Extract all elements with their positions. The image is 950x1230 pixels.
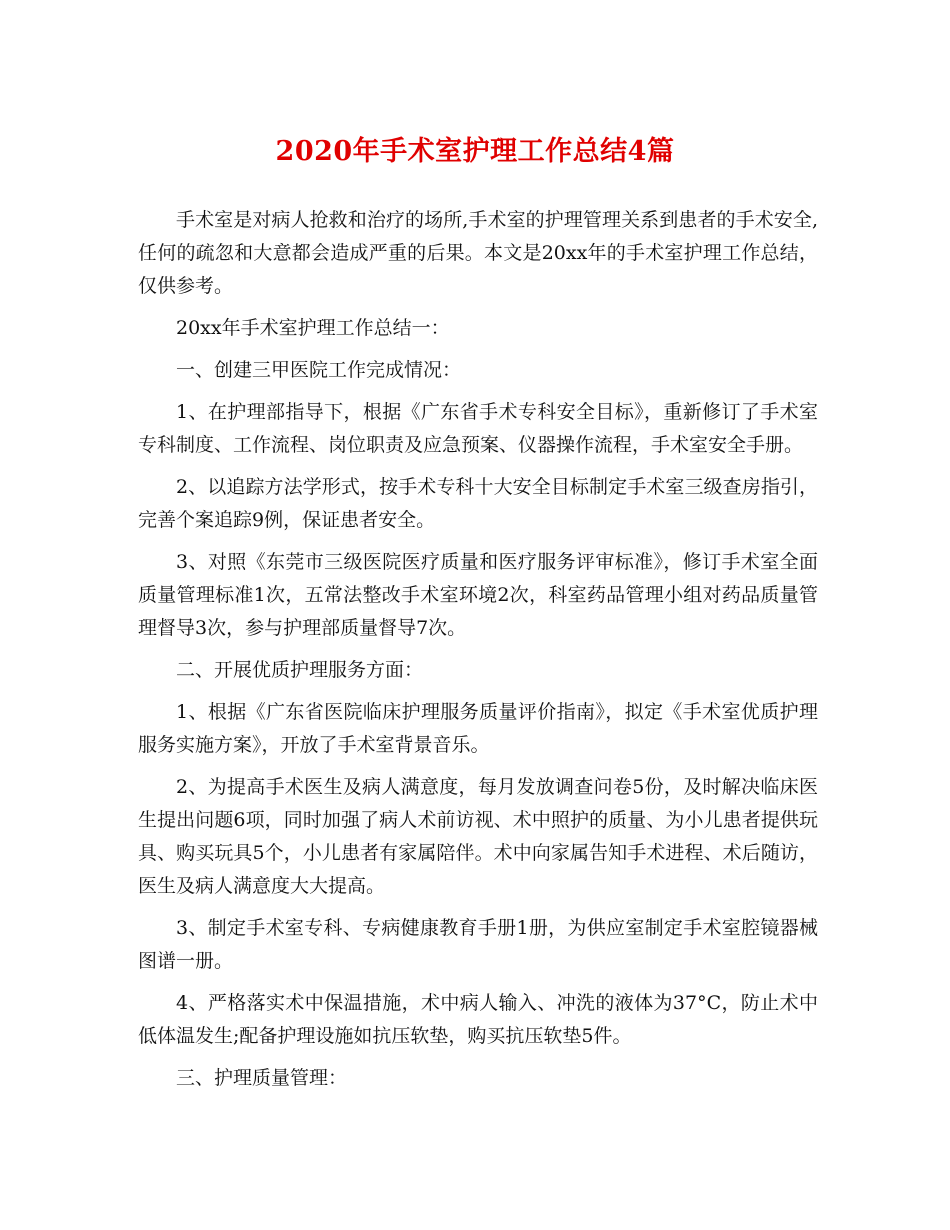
paragraph-item: 1、根据《广东省医院临床护理服务质量评价指南》，拟定《手术室优质护理服务实施方案》，开放了手术室背景音乐。 (138, 701, 818, 756)
paragraph-item: 4、严格落实术中保温措施，术中病人输入、冲洗的液体为37°C，防止术中低体温发生;配备护理设施如抗压软垫，购买抗压软垫5件。 (138, 992, 818, 1047)
paragraph-item: 2、以追踪方法学形式，按手术专科十大安全目标制定手术室三级查房指引，完善个案追踪9例，保证患者安全。 (138, 476, 818, 531)
paragraph-item: 3、对照《东莞市三级医院医疗质量和医疗服务评审标准》，修订手术室全面质量管理标准1次，五常法整改手术室环境2次，科室药品管理小组对药品质量管理督导3次，参与护理部质量督导7次。 (138, 551, 818, 639)
paragraph-item: 1、在护理部指导下，根据《广东省手术专科安全目标》，重新修订了手术室专科制度、工作流程、岗位职责及应急预案、仪器操作流程，手术室安全手册。 (138, 401, 818, 456)
paragraph-heading-one: 一、创建三甲医院工作完成情况： (176, 359, 462, 381)
paragraph-item: 2、为提高手术医生及病人满意度，每月发放调查问卷5份，及时解决临床医生提出问题6项，同时加强了病人术前访视、术中照护的质量、为小儿患者提供玩具、购买玩具5个，小儿患者有家属陪伴。术中向家属告知手术进程、术后随访，医生及病人满意度大大提高。 (138, 776, 818, 897)
paragraph-section-heading: 20xx年手术室护理工作总结一： (176, 317, 450, 339)
paragraph-intro: 手术室是对病人抢救和治疗的场所,手术室的护理管理关系到患者的手术安全,任何的疏忽和大意都会造成严重的后果。本文是20xx年的手术室护理工作总结，仅供参考。 (138, 209, 818, 297)
document-title: 2020年手术室护理工作总结4篇 (275, 136, 675, 167)
document-body (138, 204, 818, 1104)
paragraph-heading-three: 三、护理质量管理： (176, 1067, 348, 1089)
paragraph-heading-two: 二、开展优质护理服务方面： (176, 659, 424, 681)
paragraph-item: 3、制定手术室专科、专病健康教育手册1册，为供应室制定手术室腔镜器械图谱一册。 (138, 917, 818, 972)
